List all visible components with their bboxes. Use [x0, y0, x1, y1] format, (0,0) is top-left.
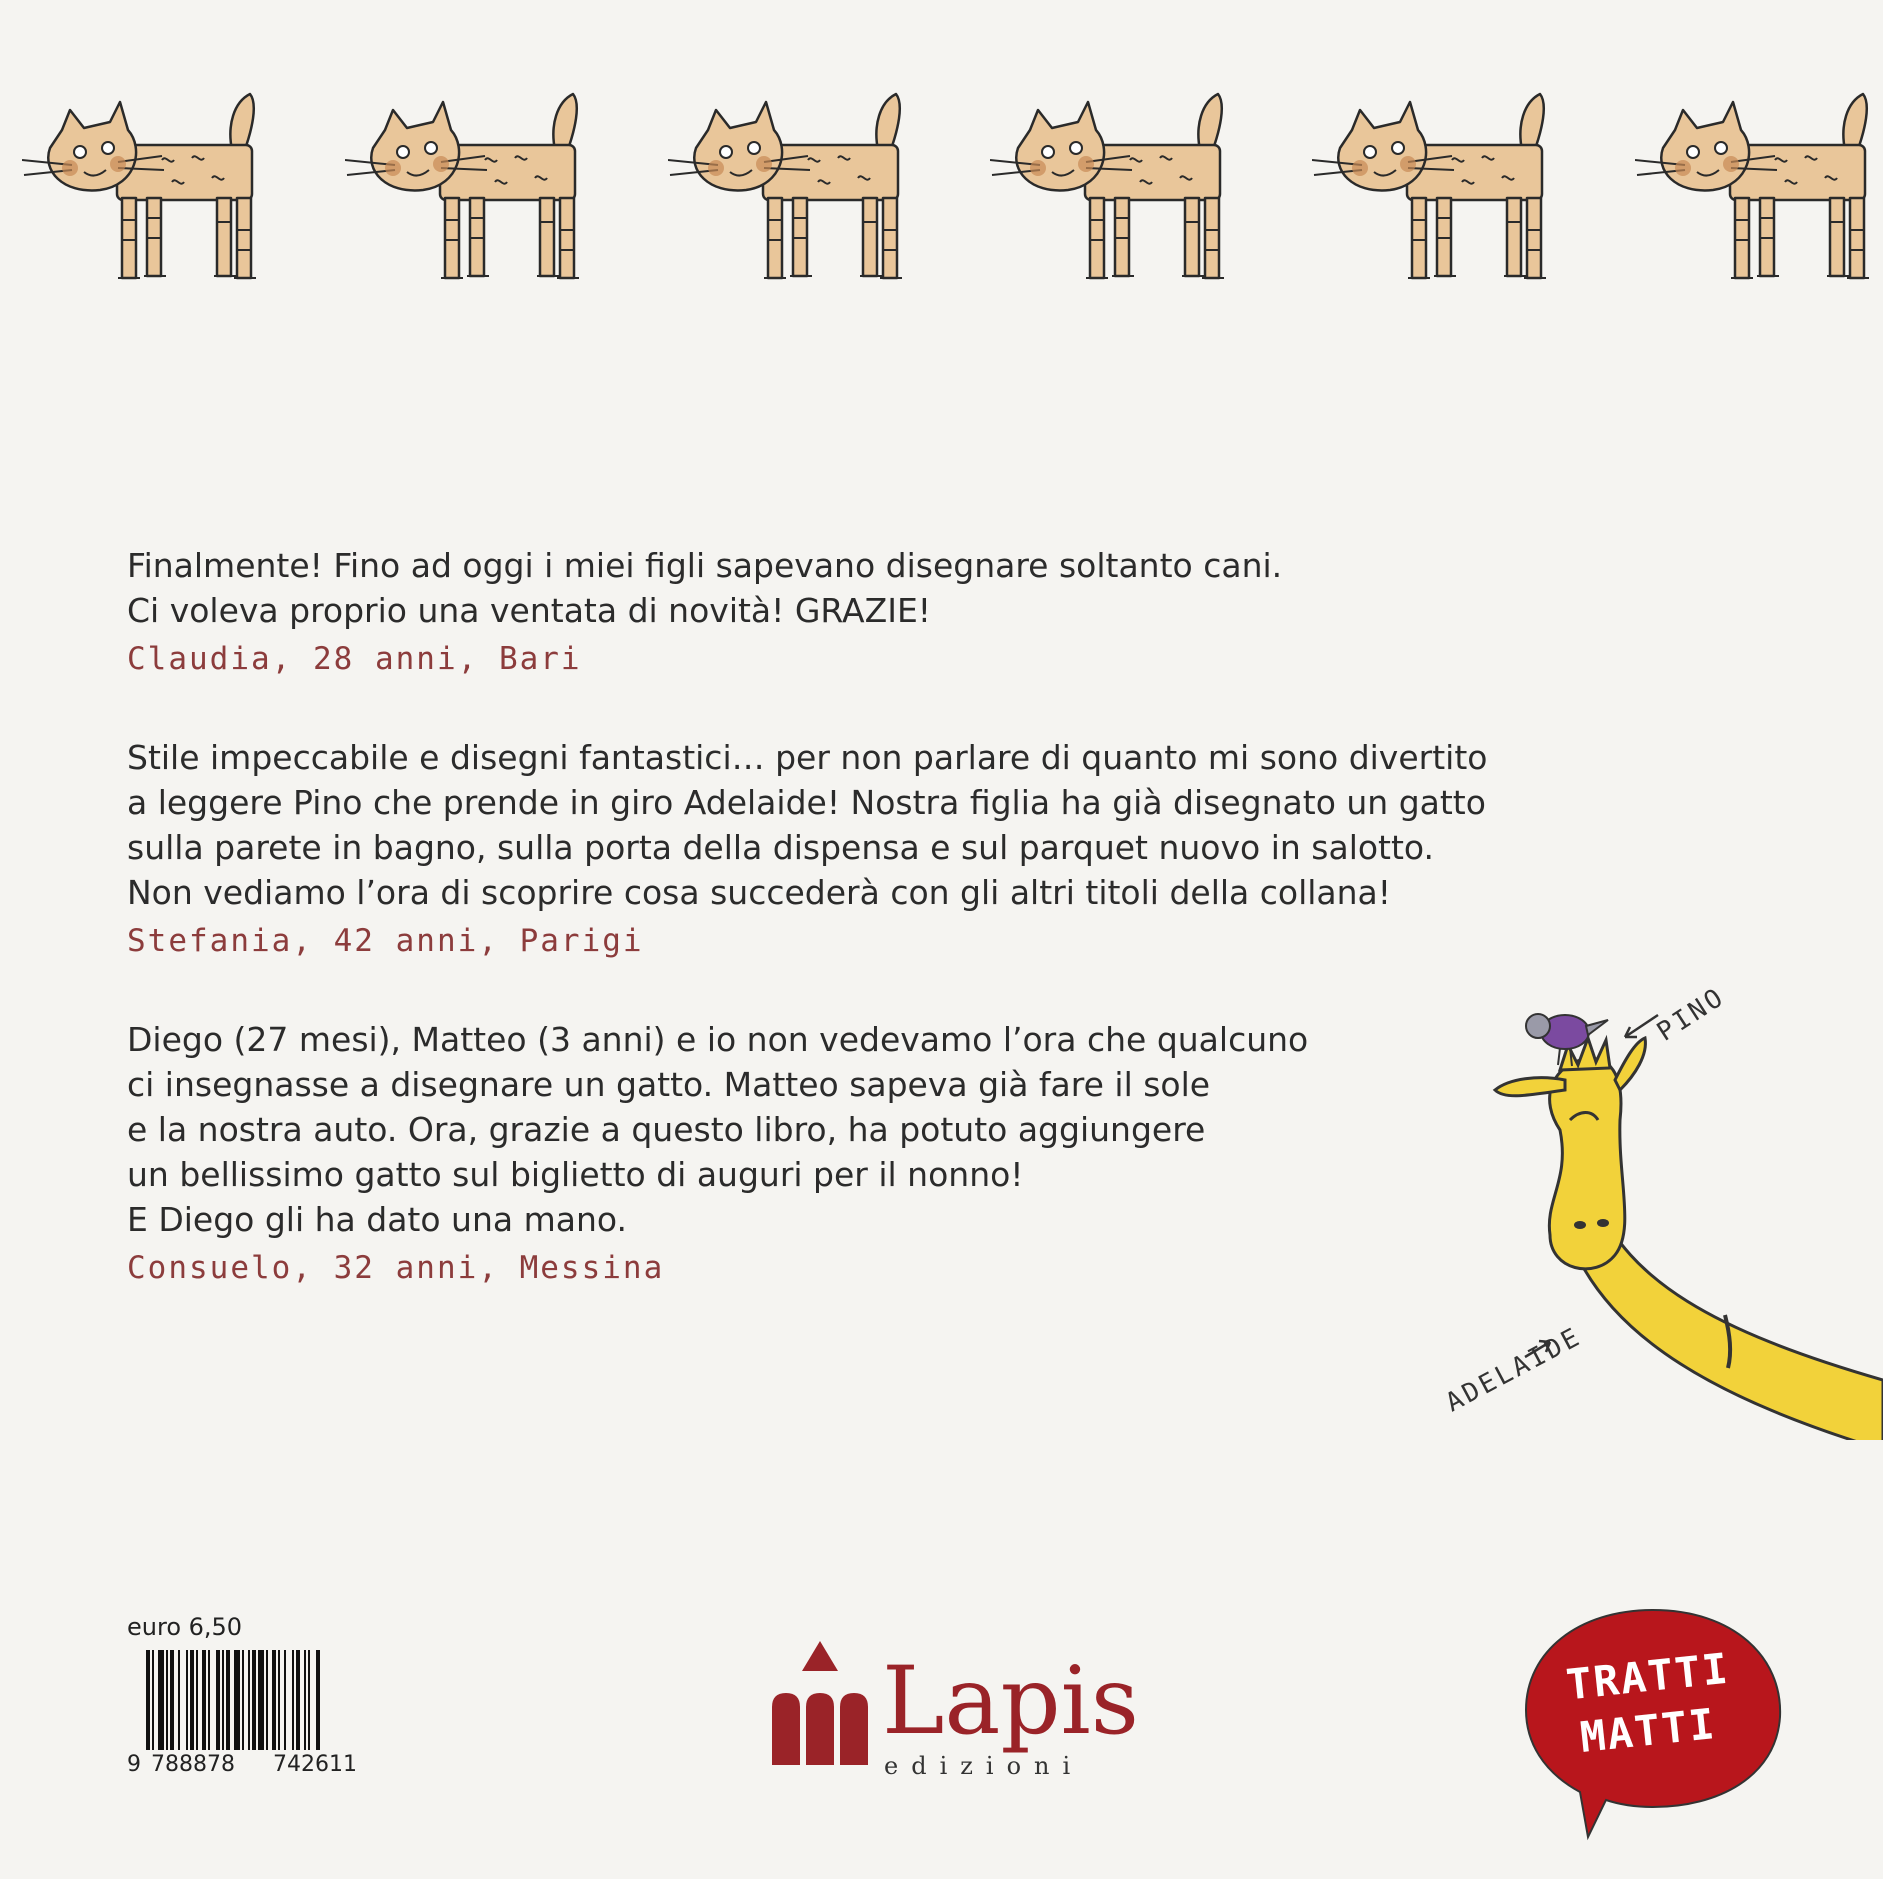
- testimonial-line: un bellissimo gatto sul biglietto di auguri per il nonno!: [127, 1155, 1024, 1194]
- testimonial: [127, 543, 1427, 683]
- testimonial-line: Diego (27 mesi), Matteo (3 anni) e io non vedevamo l’ora che qualcuno: [127, 1020, 1309, 1059]
- barcode-bar: [258, 1650, 264, 1750]
- barcode-bar: [170, 1650, 174, 1750]
- barcode-bar: [234, 1650, 240, 1750]
- publisher-logo-icon: [770, 1637, 870, 1767]
- testimonial-signature: Stefania, 42 anni, Parigi: [127, 923, 644, 959]
- barcode-bar: [152, 1650, 154, 1750]
- barcode-bar: [216, 1650, 220, 1750]
- testimonial-line: Non vediamo l’ora di scoprire cosa succederà con gli altri titoli della collana!: [127, 873, 1392, 912]
- giraffe-name-label: ADELAIDE: [1440, 1321, 1587, 1419]
- barcode-bar: [308, 1650, 310, 1750]
- barcode-bar: [208, 1650, 210, 1750]
- publisher-name: Lapis: [882, 1647, 1139, 1756]
- cat-drawing: [1312, 90, 1562, 300]
- barcode-bar: [242, 1650, 244, 1750]
- isbn-first-digit: 9: [127, 1752, 141, 1777]
- cat-drawing: [990, 90, 1240, 300]
- barcode-bar: [226, 1650, 230, 1750]
- isbn-number: [127, 1752, 387, 1780]
- barcode-bar: [248, 1650, 250, 1750]
- barcode-bar: [166, 1650, 168, 1750]
- isbn-group: 742611: [273, 1752, 357, 1777]
- testimonial-line: E Diego gli ha dato una mano.: [127, 1200, 627, 1239]
- bird-name-label: PINO: [1651, 981, 1731, 1048]
- isbn-group: 788878: [151, 1752, 235, 1777]
- barcode-bar: [202, 1650, 206, 1750]
- barcode-bar: [222, 1650, 224, 1750]
- testimonial-signature: Consuelo, 32 anni, Messina: [127, 1250, 665, 1286]
- cat-drawing: [668, 90, 918, 300]
- barcode-bar: [196, 1650, 198, 1750]
- barcode-bar: [296, 1650, 300, 1750]
- testimonial-line: Finalmente! Fino ad oggi i miei figli sapevano disegnare soltanto cani.: [127, 546, 1283, 585]
- barcode-bar: [278, 1650, 280, 1750]
- series-title-line: TRATTI: [1563, 1643, 1732, 1710]
- testimonial-line: e la nostra auto. Ora, grazie a questo libro, ha potuto aggiungere: [127, 1110, 1206, 1149]
- testimonials: [127, 543, 1488, 1344]
- publisher-tagline: edizioni: [884, 1752, 1084, 1780]
- barcode-bar: [178, 1650, 180, 1750]
- cat-illustration-row: [0, 90, 1883, 300]
- barcode-bar: [284, 1650, 286, 1750]
- barcode: [146, 1650, 376, 1750]
- cat-drawing: [1635, 90, 1883, 300]
- barcode-bar: [252, 1650, 256, 1750]
- testimonial-line: a leggere Pino che prende in giro Adelaide! Nostra figlia ha già disegnato un gatto: [127, 783, 1486, 822]
- barcode-bar: [190, 1650, 194, 1750]
- barcode-bar: [146, 1650, 150, 1750]
- barcode-bar: [292, 1650, 294, 1750]
- cat-drawing: [345, 90, 595, 300]
- barcode-bar: [158, 1650, 164, 1750]
- testimonial: [127, 735, 1488, 965]
- testimonial-signature: Claudia, 28 anni, Bari: [127, 641, 582, 677]
- cat-drawing: [22, 90, 272, 300]
- series-title-line: MATTI: [1577, 1699, 1719, 1762]
- testimonial-line: Ci voleva proprio una ventata di novità! GRAZIE!: [127, 591, 932, 630]
- testimonial: [127, 1017, 1427, 1292]
- testimonial-line: ci insegnasse a disegnare un gatto. Matteo sapeva già fare il sole: [127, 1065, 1211, 1104]
- barcode-bar: [272, 1650, 276, 1750]
- barcode-bar: [316, 1650, 320, 1750]
- testimonial-line: Stile impeccabile e disegni fantastici… per non parlare di quanto mi sono divertito: [127, 738, 1488, 777]
- price-label: euro 6,50: [127, 1613, 243, 1641]
- barcode-bar: [266, 1650, 268, 1750]
- barcode-bar: [186, 1650, 188, 1750]
- barcode-bar: [304, 1650, 306, 1750]
- testimonial-line: sulla parete in bagno, sulla porta della dispensa e sul parquet nuovo in salotto.: [127, 828, 1435, 867]
